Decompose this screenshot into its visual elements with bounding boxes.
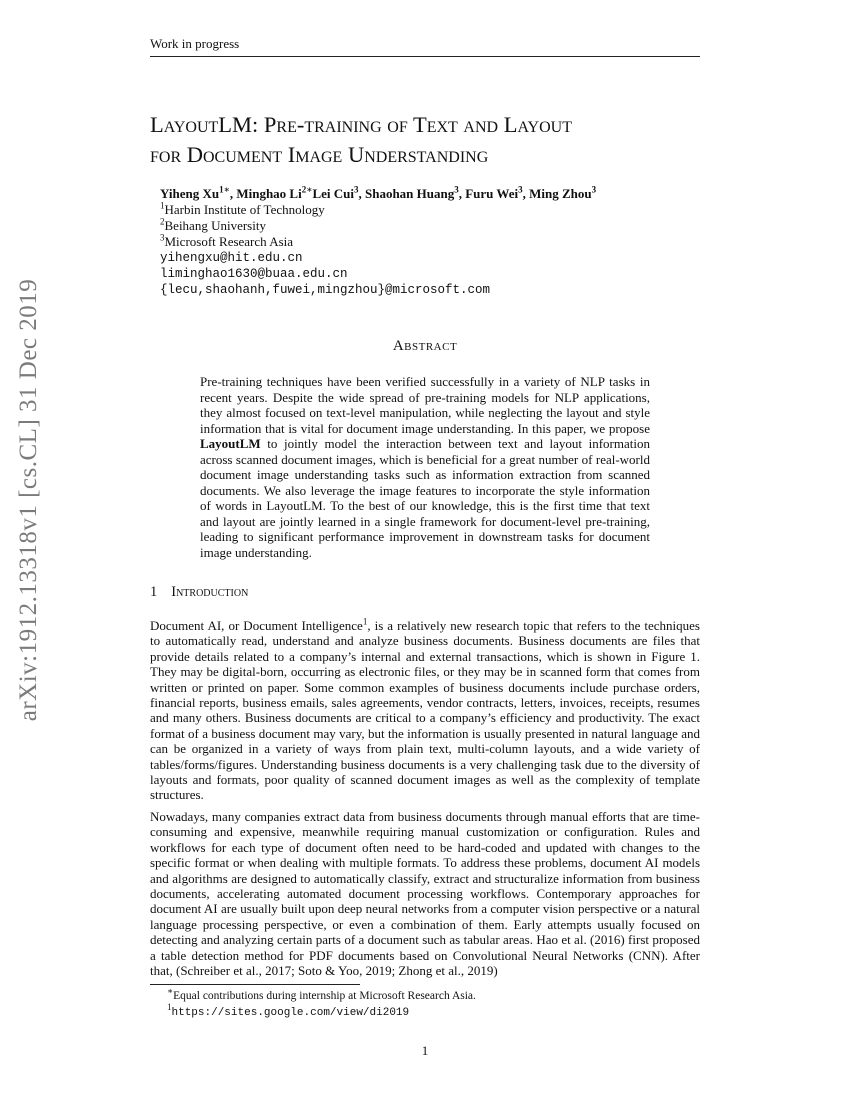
abstract-heading: Abstract — [392, 338, 458, 354]
author-separator: , — [522, 186, 530, 201]
abstract-model-name: LayoutLM — [200, 436, 261, 451]
abstract-text — [200, 374, 650, 560]
email-3[interactable]: {lecu,shaohanh,fuwei,mingzhou}@microsoft.com — [160, 283, 491, 297]
author-affiliation-mark: 3 — [353, 184, 359, 195]
author-affiliation-mark: 3 — [518, 184, 523, 195]
section-heading-introduction — [150, 584, 248, 601]
author-affiliation-mark: 2∗ — [301, 184, 313, 195]
footnote-1: $^1$https://sites.google.com/view/di2019 — [167, 1002, 410, 1019]
author-affiliation-mark: 3 — [591, 184, 597, 195]
arxiv-identifier[interactable]: arXiv:1912.13318v1 [cs.CL] 31 Dec 2019 — [15, 278, 42, 722]
author-name: Yiheng Xu — [160, 186, 220, 201]
author-block — [160, 186, 700, 298]
affiliation-2: $^2$Beihang University — [160, 216, 266, 233]
author-name: Furu Wei — [465, 186, 519, 201]
arxiv-stamp — [4, 278, 54, 722]
author-separator: , — [358, 186, 365, 201]
page-number: 1 — [421, 1043, 429, 1058]
section-title: Introduction — [171, 584, 249, 600]
paper-title — [150, 110, 710, 170]
title-line-1: LayoutLM: Pre-training of Text and Layout — [150, 112, 572, 137]
footnote-equal-contribution: ∗Equal contributions during internship at Microsoft Research Asia. — [167, 986, 476, 1002]
author-separator: , — [458, 186, 466, 201]
author-name: Ming Zhou — [529, 186, 592, 201]
intro-paragraph-2: Nowadays, many companies extract data from business documents through manual efforts that are time-consuming and expensive, meanwhile requiring manual customization or configuration. Rules and workflows for each type of document often need to be hard-coded and updated with changes to the specific format or when dealing with multiple formats. To address these problems, document AI models and algorithms are designed to automatically classify, extract and structuralize information from business documents, accelerating automated document processing workflows. Contemporary approaches for document AI are usually built upon deep neural networks from a computer vision perspective or a natural language processing perspective, or even a combination of them. Early attempts usually focused on detecting and analyzing certain parts of a document such as tabular areas. Hao et al. (2016) first proposed a table detection method for PDF documents based on Convolutional Neural Networks (CNN). After that, (Schreiber et al., 2017; Soto & Yoo, 2019; Zhong et al., 2019) — [150, 809, 700, 979]
intro-paragraph-1: Document AI, or Document Intelligence$^1$, is a relatively new research topic that refers to the techniques to automatically read, understand and analyze business documents. Business documents are files that provide details related to a company’s internal and external transactions, which is shown in Figure 1. They may be digital-born, occurring as electronic files, or they may be in scanned form that comes from written or printed on paper. Some common examples of business documents include purchase orders, financial reports, business emails, sales agreements, vendor contracts, letters, invoices, receipts, resumes and many others. Business documents are critical to a company’s efficiency and productivity. The exact format of a business document may vary, but the information is usually presented in natural language and can be organized in a variety of ways from plain text, multi-column layouts, and a wide variety of tables/forms/figures. Understanding business documents is a very challenging task due to the diversity of layouts and formats, poor quality of scanned document images as well as the complexity of template structures. — [150, 616, 700, 803]
footnote-ref-1[interactable]: 1 — [362, 616, 368, 627]
running-header: Work in progress — [150, 36, 700, 57]
footnotes — [167, 988, 687, 1021]
author-name: Minghao Li — [236, 186, 302, 201]
abstract-text-part-1: Pre-training techniques have been verified successfully in a variety of NLP tasks in recent years. Despite the wide spread of pre-training models for NLP applications, they almost focused on text-level manipulation, while neglecting the layout and style information that is vital for document image understanding. In this paper, we propose — [200, 374, 650, 436]
author-name: Shaohan Huang — [364, 186, 455, 201]
affiliation-3: $^3$Microsoft Research Asia — [160, 232, 294, 249]
author-names — [160, 186, 700, 202]
author-affiliation-mark: 3 — [454, 184, 459, 195]
footnote-link[interactable]: https://sites.google.com/view/di2019 — [171, 1007, 410, 1019]
title-line-2: for Document Image Understanding — [150, 142, 489, 167]
footnote-divider — [150, 984, 360, 985]
email-1[interactable]: yihengxu@hit.edu.cn — [160, 251, 303, 265]
author-separator: , — [229, 186, 237, 201]
email-2[interactable]: liminghao1630@buaa.edu.cn — [160, 267, 348, 281]
section-number: 1 — [150, 584, 158, 600]
author-affiliation-mark: 1∗ — [219, 184, 230, 195]
author-name: Lei Cui — [312, 186, 354, 201]
abstract-text-part-2: to jointly model the interaction between text and layout information across scanned document images, which is beneficial for a great number of real-world document image understanding tasks such as information extraction from scanned documents. We also leverage the image features to incorporate the style information of words in LayoutLM. To the best of our knowledge, this is the first time that text and layout are jointly learned in a single framework for document-level pre-training, leading to significant performance improvement in downstream tasks for document image understanding. — [200, 436, 650, 560]
affiliation-1: $^1$Harbin Institute of Technology — [160, 200, 325, 217]
